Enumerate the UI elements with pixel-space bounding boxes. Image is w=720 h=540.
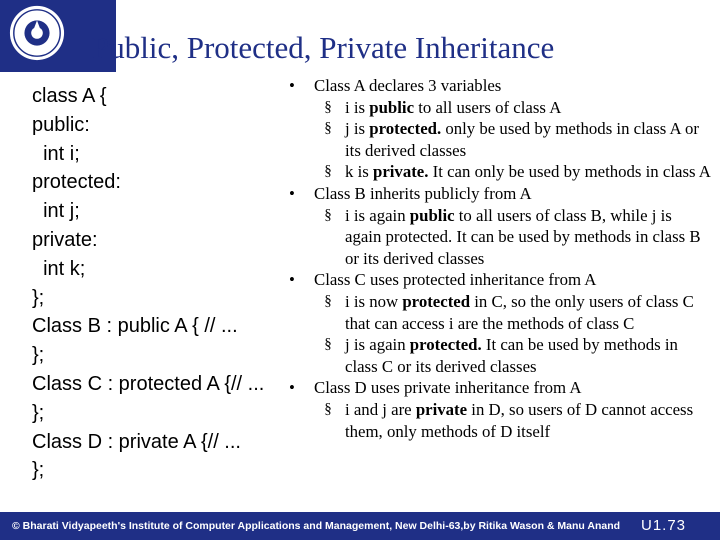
bullet-dot-icon: • xyxy=(289,76,295,95)
footer-text: © Bharati Vidyapeeth's Institute of Computer Applications and Management, New Delhi-63,by Ritika Wason & Manu Anand xyxy=(12,520,621,532)
keyword: public xyxy=(369,97,415,117)
section-sign-icon: § xyxy=(324,336,332,353)
code-line: }; xyxy=(32,401,45,424)
sub-bullet-item: § i is again public to all users of class B, while j is again protected. It can be used by methods in class B or its derived classes xyxy=(282,205,712,270)
keyword: public xyxy=(409,205,455,225)
code-line: public: xyxy=(32,113,90,136)
bullet-text: Class D uses private inheritance from A xyxy=(314,378,582,398)
code-line: private: xyxy=(32,228,98,251)
sub-bullet-item: § j is again protected. It can be used by methods in class C or its derived classes xyxy=(282,334,712,377)
footer-bar xyxy=(0,512,720,540)
bullet-list xyxy=(282,75,712,442)
section-sign-icon: § xyxy=(324,98,332,115)
bullet-text: Class B inherits publicly from A xyxy=(314,183,532,203)
code-line: int k; xyxy=(32,257,86,280)
section-sign-icon: § xyxy=(324,400,332,417)
code-line: int j; xyxy=(32,200,80,223)
code-line: Class B : public A { // ... xyxy=(32,315,238,338)
sub-bullet-item: § k is private. It can only be used by methods in class A xyxy=(282,161,712,183)
keyword: protected. xyxy=(369,119,442,139)
sub-bullet-item: § i is public to all users of class A xyxy=(282,97,712,119)
sub-bullet-item: § i is now protected in C, so the only users of class C that can access i are the methods of class C xyxy=(282,291,712,334)
section-sign-icon: § xyxy=(324,206,332,223)
bullet-item xyxy=(282,269,712,291)
code-line: }; xyxy=(32,459,45,482)
bullet-item xyxy=(282,183,712,205)
sub-bullet-item: § i and j are private in D, so users of D cannot access them, only methods of D itself xyxy=(282,399,712,442)
bullet-item xyxy=(282,75,712,97)
bullet-dot-icon: • xyxy=(289,183,295,203)
page-number: U1.73 xyxy=(641,517,687,534)
bullet-text: Class A declares 3 variables xyxy=(314,76,502,95)
bullet-text: Class C uses protected inheritance from A xyxy=(314,270,597,290)
code-line: }; xyxy=(32,344,45,367)
bullet-dot-icon: • xyxy=(289,378,295,398)
institute-logo xyxy=(8,4,66,62)
code-line: Class D : private A {// ... xyxy=(32,430,241,453)
keyword: private xyxy=(415,399,468,419)
code-line: protected: xyxy=(32,171,121,194)
bullet-dot-icon: • xyxy=(289,270,295,290)
code-line: int i; xyxy=(32,142,80,165)
code-line: }; xyxy=(32,286,45,309)
section-sign-icon: § xyxy=(324,163,332,180)
section-sign-icon: § xyxy=(324,120,332,137)
code-block xyxy=(32,82,264,485)
keyword: private. xyxy=(372,162,429,182)
sub-bullet-item: § j is protected. only be used by methods in class A or its derived classes xyxy=(282,118,712,161)
code-line: class A { xyxy=(32,85,107,107)
slide-title: Public, Protected, Private Inheritance xyxy=(92,30,555,65)
bullet-item xyxy=(282,377,712,399)
code-line: Class C : protected A {// ... xyxy=(32,372,265,395)
keyword: protected xyxy=(402,291,471,311)
section-sign-icon: § xyxy=(324,292,332,309)
keyword: protected. xyxy=(409,335,482,355)
